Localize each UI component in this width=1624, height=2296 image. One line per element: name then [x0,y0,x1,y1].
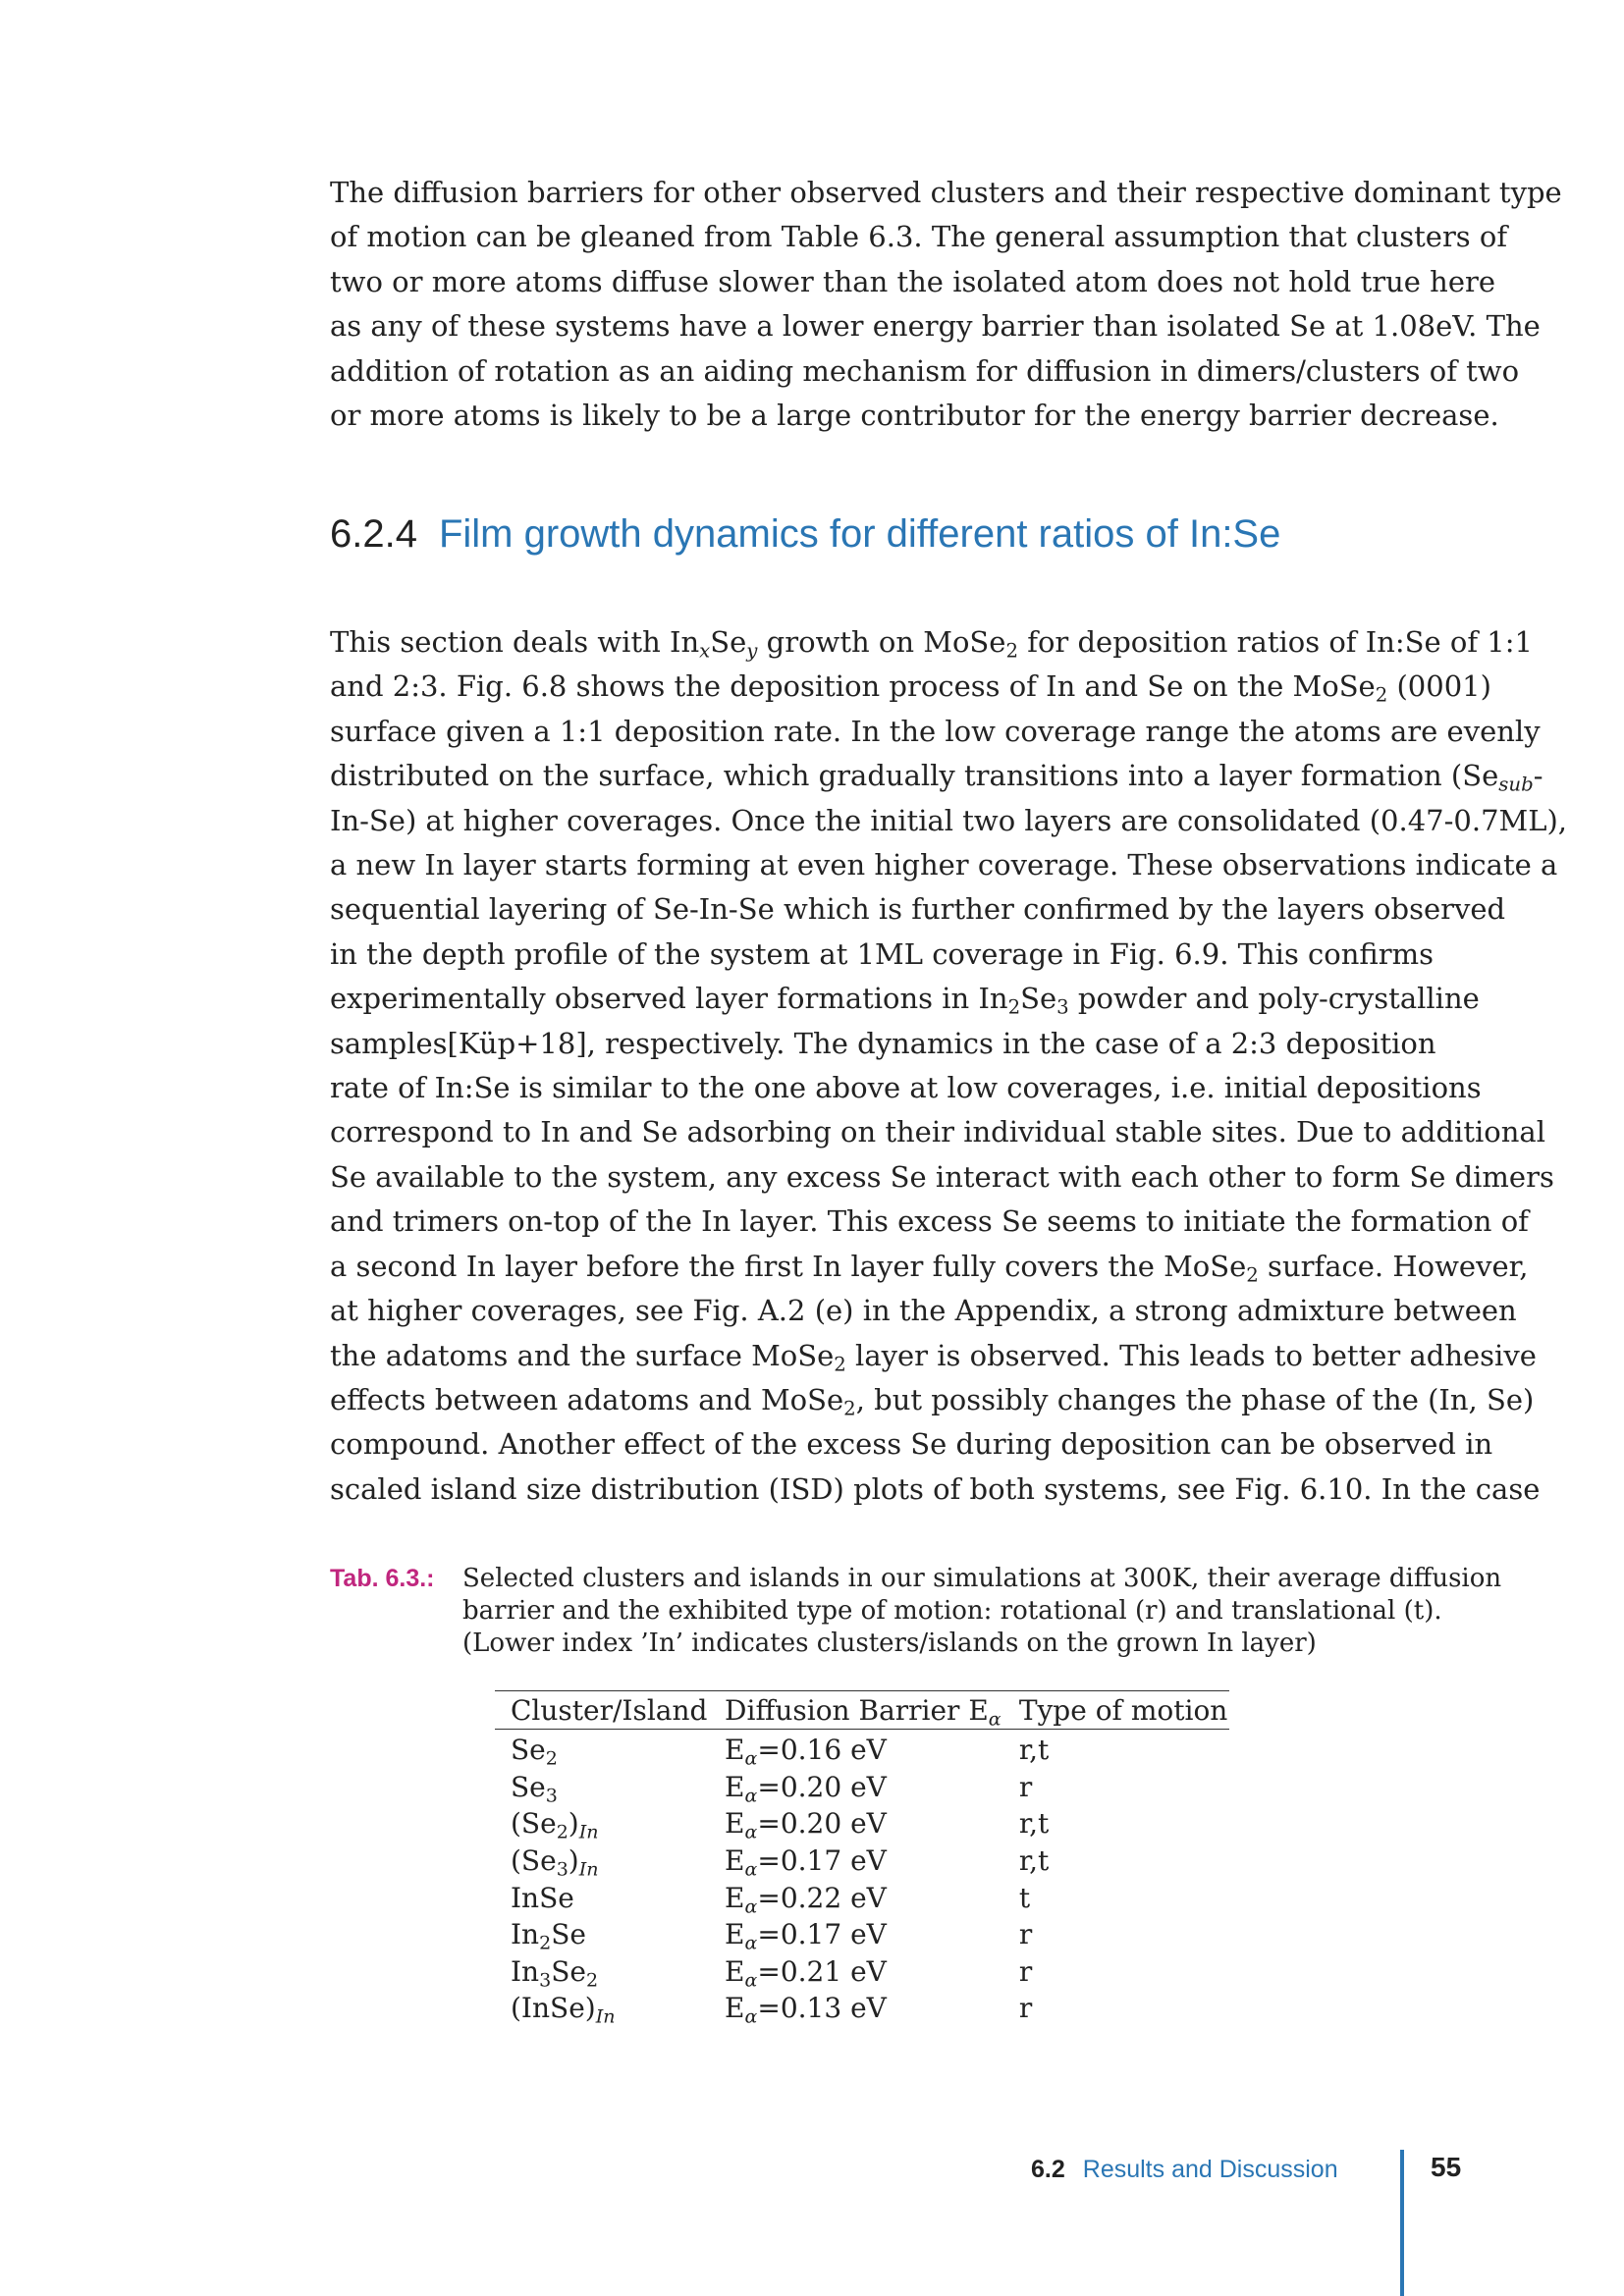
caption-line: barrier and the exhibited type of motion: rotational (r) and translational (t). [462,1596,1442,1626]
table-row [495,1769,1229,1806]
table-header-row [495,1691,1229,1730]
text-line: experimentally observed layer formations in $In_2Se_3$ powder and poly-crystalline [330,982,1480,1019]
table-row [495,1730,1229,1769]
header-motion: Type of motion [1003,1691,1229,1730]
table-row [495,1953,1229,1991]
cell-barrier: $E_\alpha=0.20$ eV [725,1807,887,1843]
text-line: a second In layer before the first In layer fully covers the MoSe$_2$ surface. However, [330,1249,1529,1287]
text-line: effects between adatoms and MoSe$_2$, but possibly changes the phase of the (In, Se) [330,1382,1535,1420]
text-line: This section deals with $In_xSe_y$ growth on MoSe$_2$ for deposition ratios of In:Se of 1:1 [330,625,1533,663]
table-row [495,1842,1229,1880]
text-line: samples[Küp+18], respectively. The dynamics in the case of a 2:3 deposition [330,1026,1436,1060]
text-line: and 2:3. Fig. 6.8 shows the deposition process of In and Se on the MoSe$_2$ (0001) [330,669,1491,707]
cell-motion: r [1018,1992,1033,2025]
text-line: as any of these systems have a lower energy barrier than isolated Se at 1.08eV. The [330,309,1541,344]
cell-barrier: $E_\alpha=0.21$ eV [725,1954,887,1992]
text-line: correspond to In and Se adsorbing on their individual stable sites. Due to additional [330,1115,1545,1149]
cell-cluster: $In_2Se$ [511,1918,586,1954]
text-line: the adatoms and the surface MoSe$_2$ layer is observed. This leads to better adhesive [330,1338,1537,1376]
cell-motion: t [1018,1881,1031,1914]
text-line: a new In layer starts forming at even higher coverage. These observations indicate a [330,848,1558,882]
footer-section-number: 6.2 [1031,2156,1065,2183]
paragraph-diffusion-barriers [330,171,1562,438]
cell-barrier: $E_\alpha=0.22$ eV [725,1881,887,1917]
footer-section-title: Results and Discussion [1082,2156,1338,2183]
footer-divider [1400,2150,1404,2296]
cell-cluster: $(Se_3)_{In}$ [511,1844,599,1881]
header-barrier: Diffusion Barrier $E_\alpha$ [709,1691,1003,1730]
text-line: scaled island size distribution (ISD) plots of both systems, see Fig. 6.10. In the case [330,1471,1541,1506]
header-cluster: Cluster/Island [495,1691,709,1730]
text-line: surface given a 1:1 deposition rate. In the low coverage range the atoms are evenly [330,714,1541,748]
text-line: compound. Another effect of the excess Se during deposition can be observed in [330,1427,1493,1462]
cell-motion: r [1018,1954,1033,1988]
text-line: sequential layering of Se-In-Se which is further confirmed by the layers observed [330,892,1506,927]
text-line: addition of rotation as an aiding mechanism for diffusion in dimers/clusters of two [330,353,1520,388]
table-caption-text [462,1563,1502,1660]
text-line: in the depth profile of the system at 1ML coverage in Fig. 6.9. This confirms [330,936,1435,971]
text-line: or more atoms is likely to be a large contributor for the energy barrier decrease. [330,399,1499,433]
cell-barrier: $E_\alpha=0.17$ eV [725,1918,887,1954]
diffusion-barrier-table [495,1690,1229,2027]
caption-line: Selected clusters and islands in our simulations at 300K, their average diffusion [462,1564,1502,1593]
text-line: distributed on the surface, which gradually transitions into a layer formation ($Se_{sub}-$ [330,759,1543,796]
text-line: at higher coverages, see Fig. A.2 (e) in the Appendix, a strong admixture between [330,1294,1517,1328]
cell-cluster: $(InSe)_{In}$ [511,1992,616,2028]
cell-barrier: $E_\alpha=0.13$ eV [725,1992,887,2028]
cell-cluster: $(Se_2)_{In}$ [511,1807,599,1843]
table-row [495,1916,1229,1953]
cell-barrier: $E_\alpha=0.16$ eV [725,1734,887,1770]
section-number: 6.2.4 [330,512,417,556]
table-row [495,1805,1229,1842]
text-line: two or more atoms diffuse slower than the isolated atom does not hold true here [330,264,1496,298]
paragraph-film-growth [330,620,1568,1512]
cell-motion: r [1018,1918,1033,1951]
table-caption [330,1563,1502,1660]
cell-cluster: $Se_3$ [511,1770,558,1807]
text-line: rate of In:Se is similar to the one above at low coverages, i.e. initial depositions [330,1071,1482,1105]
table-row [495,1879,1229,1916]
table-caption-label: Tab. 6.3.: [330,1565,435,1592]
text-line: Se available to the system, any excess Se interact with each other to form Se dimers [330,1159,1554,1194]
cell-motion: r [1018,1770,1033,1803]
cell-barrier: $E_\alpha=0.17$ eV [725,1844,887,1881]
text-line: and trimers on-top of the In layer. This excess Se seems to initiate the formation of [330,1204,1529,1239]
section-heading [330,512,1280,557]
text-line: of motion can be gleaned from Table 6.3. The general assumption that clusters of [330,220,1508,254]
text-line: The diffusion barriers for other observed clusters and their respective dominant type [330,176,1562,209]
cell-motion: r,t [1018,1807,1050,1841]
cell-cluster: $In_3Se_2$ [511,1954,599,1992]
caption-line: (Lower index ’In’ indicates clusters/islands on the grown In layer) [462,1629,1317,1658]
cell-cluster: $Se_2$ [511,1734,558,1770]
cell-motion: r,t [1018,1844,1050,1878]
table-row [495,1990,1229,2027]
section-title: Film growth dynamics for different ratios of In:Se [438,512,1281,556]
text-line: In-Se) at higher coverages. Once the initial two layers are consolidated (0.47-0.7ML), [330,803,1568,837]
cell-motion: r,t [1018,1734,1050,1767]
page-footer [1031,2156,1338,2184]
cell-barrier: $E_\alpha=0.20$ eV [725,1770,887,1807]
cell-cluster: InSe [511,1881,574,1914]
page-number: 55 [1431,2152,1462,2182]
